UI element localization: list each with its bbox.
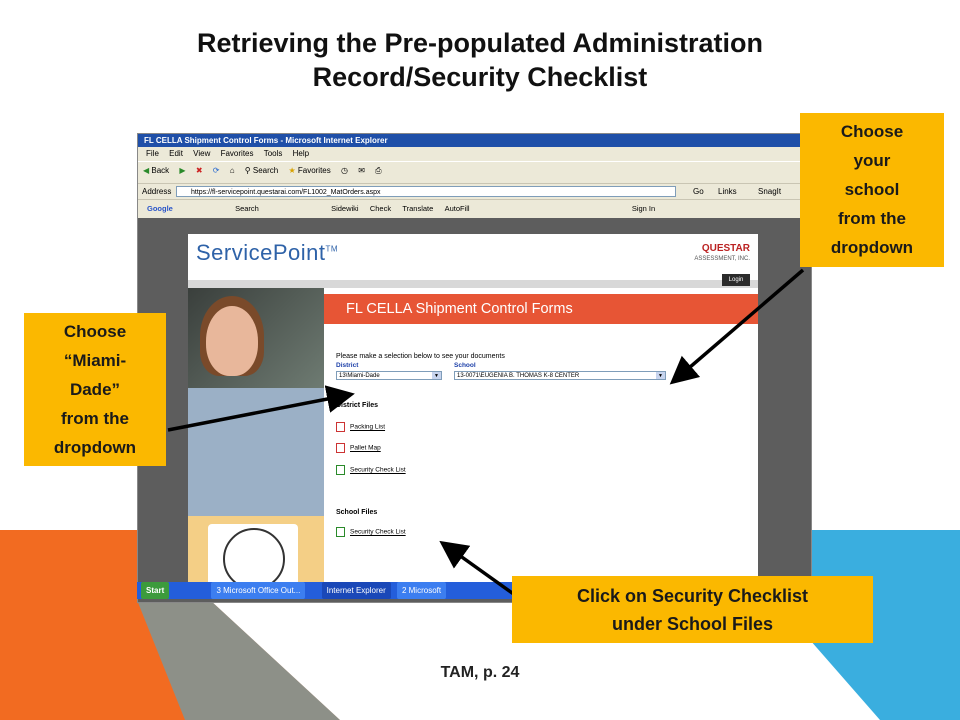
arrow-to-school-dropdown: [675, 270, 803, 380]
district-security-checklist-link[interactable]: Security Check List: [336, 465, 406, 475]
favorites-button[interactable]: ★ Favorites: [288, 166, 331, 175]
sign-in-button[interactable]: Sign In: [631, 204, 656, 213]
callout-security-checklist: Click on Security Checklist under School Files: [512, 576, 873, 643]
chevron-down-icon: ▼: [432, 372, 441, 379]
check-button[interactable]: Check: [369, 204, 392, 213]
address-input[interactable]: https://fl-servicepoint.questarai.com/FL1002_MatOrders.aspx: [176, 186, 676, 197]
sidewiki-button[interactable]: Sidewiki: [331, 204, 359, 213]
school-dropdown[interactable]: 13-0071\EUGENIA B. THOMAS K-8 CENTER ▼: [454, 371, 666, 380]
district-label: District: [336, 362, 359, 369]
forward-icon[interactable]: ▶: [179, 166, 186, 175]
taskbar-item-ie[interactable]: Internet Explorer: [322, 582, 391, 599]
district-dropdown[interactable]: 13\Miami-Dade ▼: [336, 371, 442, 380]
autofill-button[interactable]: AutoFill: [444, 204, 470, 213]
school-label: School: [454, 362, 476, 369]
chevron-down-icon: ▼: [656, 372, 665, 379]
callout-choose-district: Choose “Miami- Dade” from the dropdown: [24, 313, 166, 466]
page-banner: FL CELLA Shipment Control Forms: [324, 294, 758, 324]
taskbar-item-outlook[interactable]: 3 Microsoft Office Out...: [211, 582, 305, 599]
school-security-checklist-link[interactable]: Security Check List: [336, 527, 406, 537]
login-button[interactable]: Login: [722, 274, 750, 286]
google-logo: Google: [147, 204, 173, 213]
pallet-map-link[interactable]: Pallet Map: [336, 443, 381, 453]
menu-view[interactable]: View: [193, 149, 211, 158]
questar-logo: QUESTAR ASSESSMENT, INC.: [694, 243, 750, 262]
menu-edit[interactable]: Edit: [169, 149, 183, 158]
address-label: Address: [142, 187, 172, 196]
packing-list-link[interactable]: Packing List: [336, 422, 385, 432]
back-button[interactable]: ◀ Back: [143, 166, 170, 175]
google-search-button[interactable]: Search: [235, 204, 259, 213]
star-icon: ★: [288, 166, 296, 175]
slide-title-line1: Retrieving the Pre-populated Administration: [196, 28, 764, 58]
slide-footer: TAM, p. 24: [440, 664, 520, 681]
links-label[interactable]: Links: [718, 187, 737, 196]
mail-icon[interactable]: ✉: [358, 166, 365, 175]
back-icon: ◀: [143, 166, 150, 175]
slide-title-line2: Record/Security Checklist: [312, 62, 648, 92]
history-icon[interactable]: ◷: [341, 166, 348, 175]
menu-file[interactable]: File: [146, 149, 159, 158]
taskbar-item-office[interactable]: 2 Microsoft: [397, 582, 446, 599]
translate-button[interactable]: Translate: [402, 204, 434, 213]
menu-tools[interactable]: Tools: [263, 149, 283, 158]
search-icon: ⚲: [244, 166, 251, 175]
logo-trademark: TM: [325, 244, 339, 254]
home-icon[interactable]: ⌂: [229, 166, 235, 175]
menu-favorites[interactable]: Favorites: [220, 149, 254, 158]
arrow-to-district-dropdown: [168, 395, 348, 430]
refresh-icon[interactable]: ⟳: [212, 166, 220, 175]
servicepoint-logo: ServicePoint™: [196, 240, 339, 265]
print-icon[interactable]: ⎙: [375, 166, 382, 175]
school-files-heading: School Files: [336, 509, 378, 516]
go-button[interactable]: Go: [693, 187, 704, 196]
browser-title-bar: FL CELLA Shipment Control Forms - Microsoft Internet Explorer: [138, 134, 811, 147]
callout-choose-school: Choose your school from the dropdown: [800, 113, 944, 267]
arrow-to-security-checklist: [445, 545, 515, 595]
stop-icon[interactable]: ✖: [195, 166, 203, 175]
snagit-button[interactable]: SnagIt: [758, 187, 782, 196]
district-files-heading: District Files: [336, 402, 379, 409]
start-button[interactable]: Start: [141, 582, 169, 599]
search-button[interactable]: ⚲ Search: [244, 166, 279, 175]
instruction-text: Please make a selection below to see your documents: [336, 353, 505, 360]
menu-help[interactable]: Help: [292, 149, 310, 158]
